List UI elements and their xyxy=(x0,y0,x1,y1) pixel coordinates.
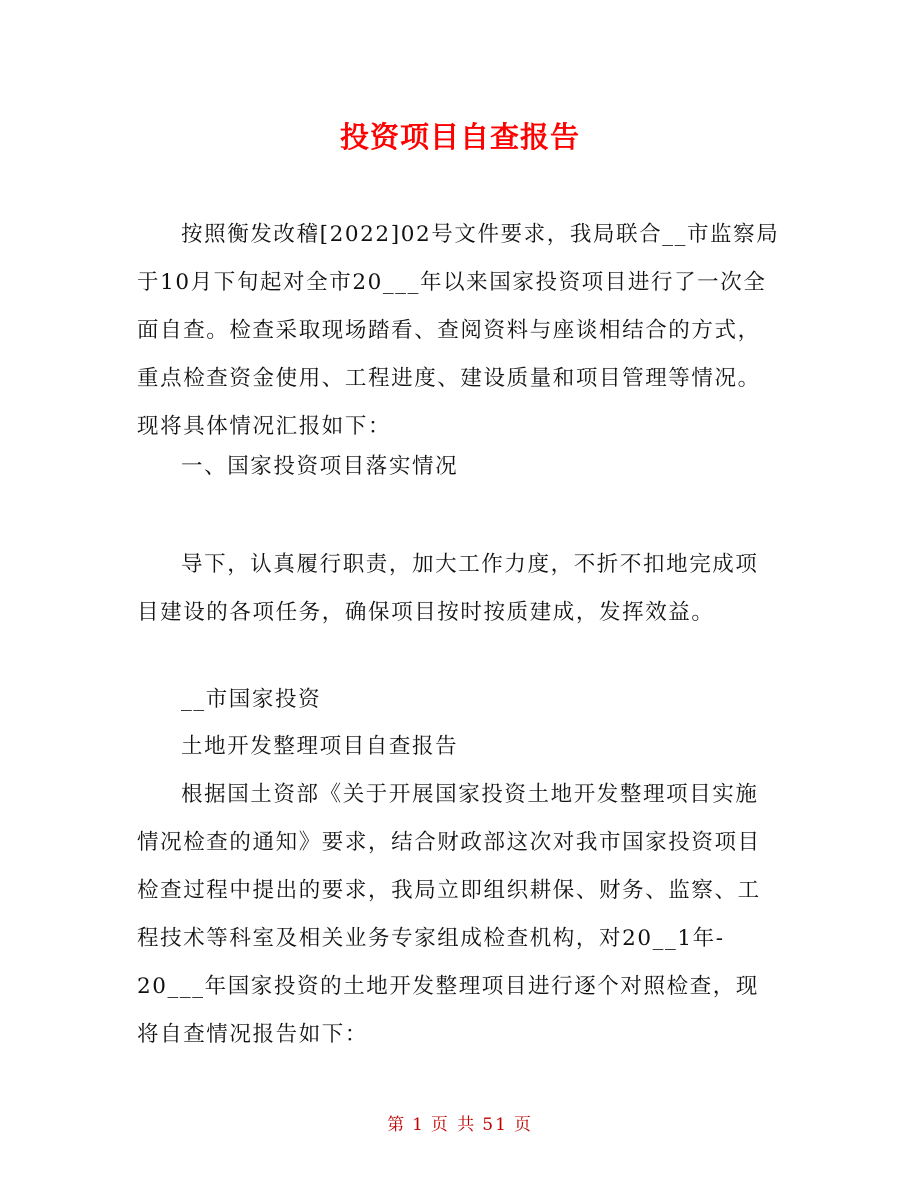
footer-total-pages: 51 xyxy=(482,1115,508,1135)
text-line: 情况检查的通知》要求，结合财政部这次对我市国家投资项目 xyxy=(137,830,761,855)
text-line: 导下，认真履行职责，加大工作力度，不折不扣地完成项 xyxy=(181,552,759,577)
text-line: 将自查情况报告如下： xyxy=(137,1022,369,1047)
document-title: 投资项目自查报告 xyxy=(339,120,580,154)
sub-heading-report: 土地开发整理项目自查报告 xyxy=(181,734,459,759)
paragraph-land-report xyxy=(137,771,797,1059)
text-line: 于10月下旬起对全市20___年以来国家投资项目进行了一次全 xyxy=(137,270,767,295)
footer-prefix: 第 xyxy=(387,1115,407,1135)
footer-suffix: 页 xyxy=(513,1115,533,1135)
text-line: 目建设的各项任务，确保项目按时按质建成，发挥效益。 xyxy=(137,600,715,625)
text-line: 重点检查资金使用、工程进度、建设质量和项目管理等情况。 xyxy=(137,366,761,391)
text-line: 程技术等科室及相关业务专家组成检查机构，对20__1年- xyxy=(137,926,725,951)
text-line: 根据国土资部《关于开展国家投资土地开发整理项目实施 xyxy=(181,782,759,807)
footer-page-number: 1 xyxy=(412,1115,425,1135)
text-line: 20___年国家投资的土地开发整理项目进行逐个对照检查，现 xyxy=(137,974,760,999)
paragraph-implementation xyxy=(137,541,797,637)
text-line: 按照衡发改稽[2022]02号文件要求，我局联合__市监察局 xyxy=(181,222,780,247)
footer-mid: 页 共 xyxy=(430,1115,477,1135)
text-line: 面自查。检查采取现场踏看、查阅资料与座谈相结合的方式， xyxy=(137,318,761,343)
text-line: 现将具体情况汇报如下： xyxy=(137,414,392,439)
paragraph-intro xyxy=(137,211,797,451)
section-heading: 一、国家投资项目落实情况 xyxy=(181,454,459,479)
sub-heading-city: __市国家投资 xyxy=(181,687,322,712)
page-footer xyxy=(0,1110,920,1135)
text-line: 检查过程中提出的要求，我局立即组织耕保、财务、监察、工 xyxy=(137,878,761,903)
